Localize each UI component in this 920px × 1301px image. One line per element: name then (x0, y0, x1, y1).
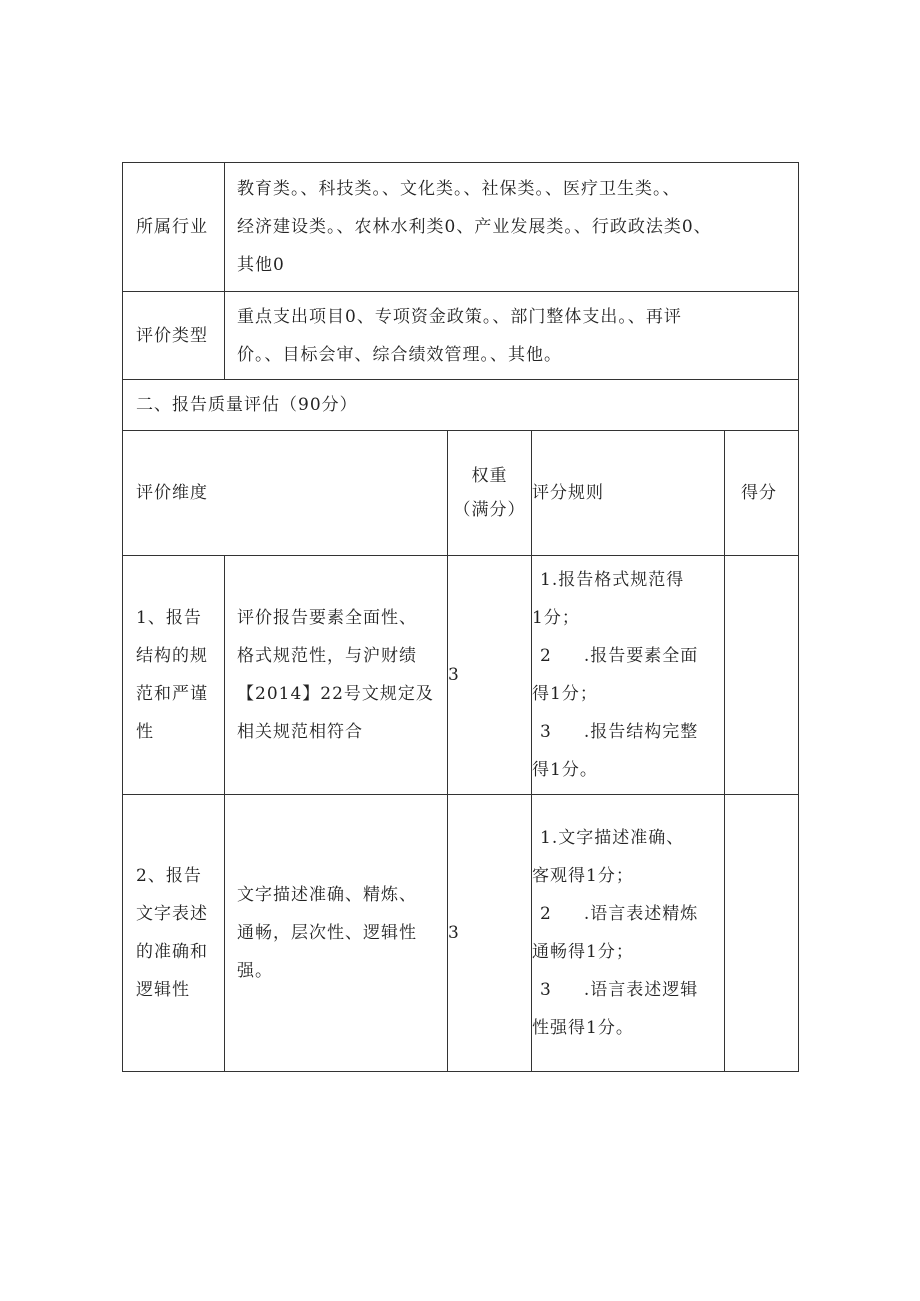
eval-type-options-line: 价。、目标会审、综合绩效管理。、其他。 (237, 344, 562, 365)
header-weight-line2: （满分） (453, 500, 526, 520)
item-weight: 3 (448, 556, 532, 795)
item-desc-line: 相关规范相符合 (237, 722, 363, 742)
item-rule-line: 客观得1分； (532, 866, 634, 886)
evaluation-table (122, 162, 799, 1072)
item-weight: 3 (448, 795, 532, 1072)
header-weight (448, 431, 532, 556)
section-title: 二、报告质量评估（90分） (123, 380, 799, 431)
item-name-line: 逻辑性 (136, 980, 190, 1000)
item-name-line: 性 (136, 722, 154, 742)
header-score: 得分 (725, 431, 799, 556)
table-row (123, 795, 799, 1072)
item-desc-line: 格式规范性，与沪财绩 (237, 646, 417, 666)
table-row (123, 556, 799, 795)
industry-row (123, 163, 799, 292)
item-desc-line: 强。 (237, 961, 273, 981)
item-rule-line: 2 .报告要素全面 (540, 646, 699, 666)
item-rule-line: 2 .语言表述精炼 (540, 904, 699, 924)
item-rule-line: 得1分； (532, 684, 598, 704)
item-name-line: 结构的规 (136, 646, 208, 666)
item-desc-line: 通畅，层次性、逻辑性 (237, 923, 417, 943)
item-name-line: 1、报告 (136, 608, 202, 628)
item-desc-line: 【2014】22号文规定及 (237, 684, 434, 704)
item-rule-line: 1分； (532, 608, 580, 628)
item-score-cell[interactable] (725, 556, 799, 795)
item-description (225, 556, 448, 795)
industry-options (225, 163, 799, 292)
item-description (225, 795, 448, 1072)
eval-type-options (225, 292, 799, 380)
item-rule-line: 3 .语言表述逻辑 (540, 980, 699, 1000)
industry-options-line: 教育类。、科技类。、文化类。、社保类。、医疗卫生类。、 (237, 179, 681, 199)
eval-type-label: 评价类型 (123, 292, 225, 380)
item-name-line: 2、报告 (136, 866, 202, 886)
item-rule (532, 556, 725, 795)
header-rule: 评分规则 (532, 431, 725, 556)
header-dimension: 评价维度 (123, 431, 448, 556)
item-name-line: 范和严谨 (136, 684, 208, 704)
item-score-cell[interactable] (725, 795, 799, 1072)
industry-options-line: 其他0 (237, 255, 285, 275)
section-row (123, 380, 799, 431)
item-rule (532, 795, 725, 1072)
item-rule-line: 得1分。 (532, 760, 598, 780)
eval-type-row (123, 292, 799, 380)
eval-type-options-line: 重点支出项目0、专项资金政策。、部门整体支出。、再评 (237, 306, 682, 327)
item-rule-line: 1.报告格式规范得 (540, 570, 685, 590)
industry-label: 所属行业 (123, 163, 225, 292)
header-weight-line1: 权重 (471, 466, 508, 486)
evaluation-form (122, 162, 798, 1072)
item-rule-line: 通畅得1分； (532, 942, 634, 962)
item-rule-line: 3 .报告结构完整 (540, 722, 699, 742)
industry-options-line: 经济建设类。、农林水利类0、产业发展类。、行政政法类0、 (237, 217, 712, 237)
item-name-line: 文字表述 (136, 904, 208, 924)
item-name-line: 的准确和 (136, 942, 208, 962)
item-rule-line: 1.文字描述准确、 (540, 828, 685, 848)
item-desc-line: 评价报告要素全面性、 (237, 608, 417, 628)
item-name (123, 795, 225, 1072)
item-name (123, 556, 225, 795)
item-rule-line: 性强得1分。 (532, 1018, 634, 1038)
table-header-row (123, 431, 799, 556)
item-desc-line: 文字描述准确、精炼、 (237, 885, 417, 905)
